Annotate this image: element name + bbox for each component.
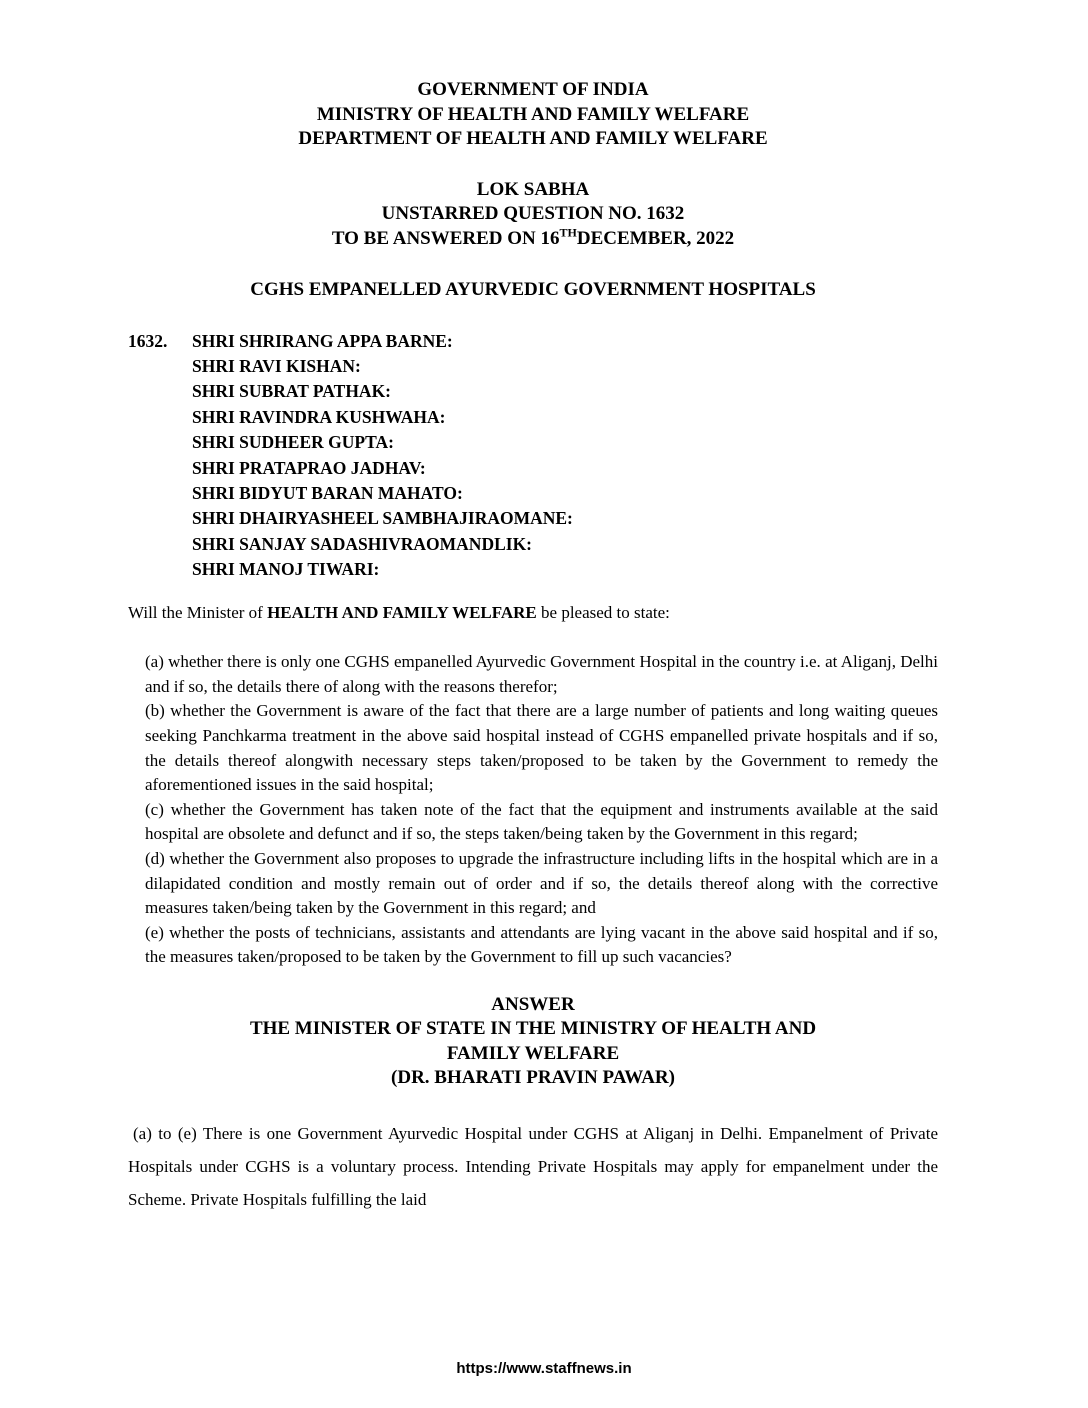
answer-date-line [128, 227, 938, 252]
member-name: SHRI PRATAPRAO JADHAV: [192, 457, 426, 478]
member-name: SHRI DHAIRYASHEEL SAMBHAJIRAOMANE: [192, 508, 573, 529]
date-ordinal-suffix: TH [559, 225, 577, 240]
header-line-department: DEPARTMENT OF HEALTH AND FAMILY WELFARE [298, 128, 768, 149]
member-name: SHRI SUDHEER GUPTA: [192, 432, 394, 453]
government-header [128, 78, 938, 152]
intro-pre: Will the Minister of [128, 602, 268, 622]
question-item-c: (c) whether the Government has taken note of the fact that the equipment and instruments available at the said hospital are obsolete and defunct and if so, the steps taken/being taken by the Government in this regard; [145, 799, 938, 844]
question-item-e: (e) whether the posts of technicians, assistants and attendants are lying vacant in the above said hospital and if so, the measures taken/proposed to be taken by the Government to fill up such vacancies? [145, 922, 938, 967]
ministry-name-bold: HEALTH AND FAMILY WELFARE [267, 602, 537, 622]
minister-title-line-2: FAMILY WELFARE [446, 1042, 620, 1064]
page-footer [0, 1360, 1088, 1378]
member-list [192, 329, 938, 583]
question-number: 1632. [128, 330, 168, 351]
member-name: SHRI RAVINDRA KUSHWAHA: [192, 406, 446, 427]
member-name: SHRI BIDYUT BARAN MAHATO: [192, 482, 463, 503]
question-item-b: (b) whether the Government is aware of the fact that there are a large number of patients and long waiting queues seeking Panchkarma treatment in the above said hospital instead of CGHS empanelled private hospitals and if so, the details thereof alongwith necessary steps taken/proposed to be taken by the Government to remedy the aforementioned issues in the said hospital; [145, 701, 938, 795]
member-name: SHRI SUBRAT PATHAK: [192, 381, 392, 402]
question-number-line: UNSTARRED QUESTION NO. 1632 [381, 203, 685, 224]
header-line-government: GOVERNMENT OF INDIA [417, 79, 649, 100]
intro-post: be pleased to state: [536, 602, 670, 622]
header-line-ministry: MINISTRY OF HEALTH AND FAMILY WELFARE [316, 103, 750, 125]
answer-date-suffix: DECEMBER, 2022 [576, 227, 735, 249]
member-name: SHRI SANJAY SADASHIVRAOMANDLIK: [192, 533, 533, 554]
house-title: LOK SABHA [476, 178, 590, 200]
question-item-a: (a) whether there is only one CGHS empanelled Ayurvedic Government Hospital in the country i.e. at Aliganj, Delhi and if so, the details there of along with the reasons therefor; [145, 652, 938, 696]
member-name: SHRI SHRIRANG APPA BARNE: [192, 330, 453, 351]
answer-date-prefix: TO BE ANSWERED ON 16 [331, 227, 560, 249]
intro-line [128, 601, 938, 626]
members-block [128, 329, 938, 583]
source-url: https://www.staffnews.in [456, 1360, 632, 1377]
member-name: SHRI MANOJ TIWARI: [192, 559, 380, 580]
minister-name: (DR. BHARATI PRAVIN PAWAR) [391, 1067, 675, 1089]
answer-paragraph: (a) to (e) There is one Government Ayurvedic Hospital under CGHS at Aliganj in Delhi. Empanelment of Private Hospitals under CGHS is a voluntary process. Intending Private Hospitals may apply for empanelment under the Scheme. Private Hospitals fulfilling the laid [128, 1123, 938, 1209]
answer-heading [128, 993, 938, 1091]
subject-title: CGHS EMPANELLED AYURVEDIC GOVERNMENT HOSPITALS [250, 279, 816, 300]
member-name: SHRI RAVI KISHAN: [192, 355, 361, 376]
minister-title-line-1: THE MINISTER OF STATE IN THE MINISTRY OF HEALTH AND [249, 1018, 817, 1040]
answer-label: ANSWER [491, 993, 575, 1015]
question-list [128, 650, 938, 970]
question-item-d: (d) whether the Government also proposes to upgrade the infrastructure including lifts in the hospital which are in a dilapidated condition and mostly remain out of order and if so, the details thereof along with the corrective measures taken/being taken by the Government in this regard; and [145, 848, 938, 918]
session-block [128, 178, 938, 252]
